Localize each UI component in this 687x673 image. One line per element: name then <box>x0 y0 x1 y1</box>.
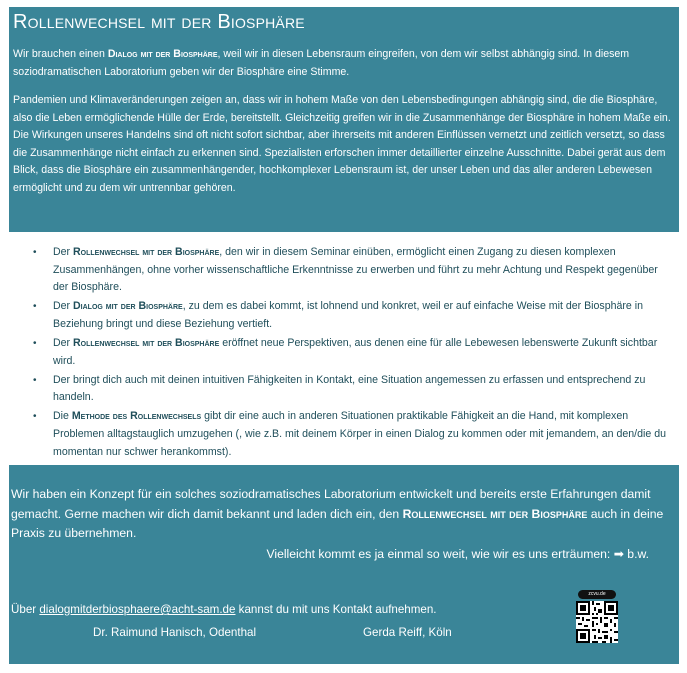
page-title: Rollenwechsel mit der Biosphäre <box>13 11 305 33</box>
pto-text: Vielleicht kommt es ja einmal so weit, wie wir es uns erträumen: <box>266 546 614 561</box>
intro-p1-text: Wir brauchen einen <box>13 48 108 60</box>
list-item <box>9 372 679 407</box>
bullet-icon: • <box>33 247 37 258</box>
qr-block[interactable] <box>576 590 618 643</box>
qr-code-icon[interactable] <box>576 601 618 643</box>
bullet-text: Der <box>53 246 74 258</box>
intro-p1-term: Dialog mit der Biosphäre <box>107 48 218 60</box>
pto-sign: b.w. <box>623 546 649 561</box>
list-item <box>9 244 679 297</box>
bullet-text-end: gibt dir eine auch in anderen Situationen praktikable Fähigkeit an die Hand, mit komplexen Problemen alltagstauglich umzugehen (, wie z.B. mit deinem Körper in einen Dialog zu kommen oder mit jemandem, an den/die du momentan nur schwer herankommst). <box>53 410 666 458</box>
author-2: Gerda Reiff, Köln <box>363 626 452 639</box>
contact-line <box>11 603 437 616</box>
intro-panel <box>9 7 679 232</box>
bullet-text: Der <box>53 336 74 349</box>
pto-line <box>11 544 675 564</box>
bullet-term: Dialog mit der Biosphäre <box>73 300 183 313</box>
bullet-icon: • <box>33 374 37 386</box>
list-item <box>9 335 679 370</box>
bullet-icon: • <box>33 337 37 349</box>
email-link[interactable]: dialogmitderbiosphaere@acht-sam.de <box>39 603 236 616</box>
bullet-text: Der bringt dich auch mit deinen intuitiven Fähigkeiten in Kontakt, eine Situation angemessen zu erfassen und entsprechend zu handeln. <box>53 373 646 404</box>
bullet-text: Der <box>53 300 74 313</box>
bullet-icon: • <box>33 411 37 423</box>
contact-suffix: kannst du mit uns Kontakt aufnehmen. <box>235 603 437 616</box>
intro-paragraph-1 <box>13 46 675 81</box>
bullet-term: Methode des Rollenwechsels <box>71 410 202 423</box>
bullet-icon: • <box>33 301 37 313</box>
list-item <box>9 298 679 333</box>
benefits-list <box>9 244 679 463</box>
author-1: Dr. Raimund Hanisch, Odenthal <box>93 626 257 639</box>
list-item <box>9 408 679 461</box>
bullet-text: Die <box>53 410 72 423</box>
closing-paragraph <box>11 485 675 544</box>
closing-text: Wir haben ein Konzept für ein solches soziodramatisches Laboratorium entwickelt und bereits erste Erfahrungen damit gemacht. Gerne machen wir dich damit bekannt und laden dich ein, den <box>11 487 651 521</box>
arrow-right-icon: ➡ <box>613 546 624 561</box>
contact-prefix: Über <box>11 603 40 616</box>
bullet-term: Rollenwechsel mit der Biosphäre <box>73 246 220 258</box>
bullet-text-end: eröffnet neue Perspektiven, aus denen eine für alle Lebewesen lebenswerte Zukunft sichtbar wird. <box>53 336 658 367</box>
bullet-term: Rollenwechsel mit der Biosphäre <box>73 336 220 349</box>
bullet-text-end: , zu dem es dabei kommt, ist lohnend und konkret, weil er auf einfache Weise mit der Biosphäre in Beziehung bringt und diese Beziehung vertieft. <box>53 300 643 330</box>
closing-term: Rollenwechsel mit der Biosphäre <box>402 506 588 521</box>
intro-paragraph-2: Pandemien und Klimaveränderungen zeigen an, dass wir in hohem Maße von den Lebensbedingungen abhängig sind, die die Biosphäre, also die Leben ermöglichende Hülle der Erde, bereitstellt. Gleichzeitig greifen wir in die Zusammenhänge der Biosphäre in hohem Maße ein. Die Wirkungen unseres Handelns sind oft nicht sofort sichtbar, aber ihrerseits mit anderen Einflüssen vernetzt und zeitlich versetzt, so dass die Zusammenhänge nicht einfach zu erkennen sind. Spezialisten erforschen immer detaillierter einzelne Ausschnitte. Dabei gerät aus dem Blick, dass die Biosphäre ein zusammenhängender, hochkomplexer Lebensraum ist, der unser Leben und das aller anderen Lebewesen ermöglicht und zu dem wir untrennbar gehören. <box>13 94 671 194</box>
bullet-text-end: , den wir in diesem Seminar einüben, ermöglicht einen Zugang zu diesen komplexen Zusammenhängen, ohne vorher wissenschaftliche Erkenntnisse zu erwerben und führt zu mehr Achtung und Respekt gegenüber der Biosphäre. <box>53 246 658 294</box>
authors <box>93 626 513 639</box>
intro-p1-text-end: , weil wir in diesen Lebensraum eingreifen, von dem wir selbst abhängig sind. In diesem soziodramatischen Laboratorium geben wir der Biosphäre eine Stimme. <box>13 48 630 78</box>
qr-label: zcvu.de <box>578 590 616 599</box>
closing-text-end: auch in deine Praxis zu übernehmen. <box>11 506 664 540</box>
